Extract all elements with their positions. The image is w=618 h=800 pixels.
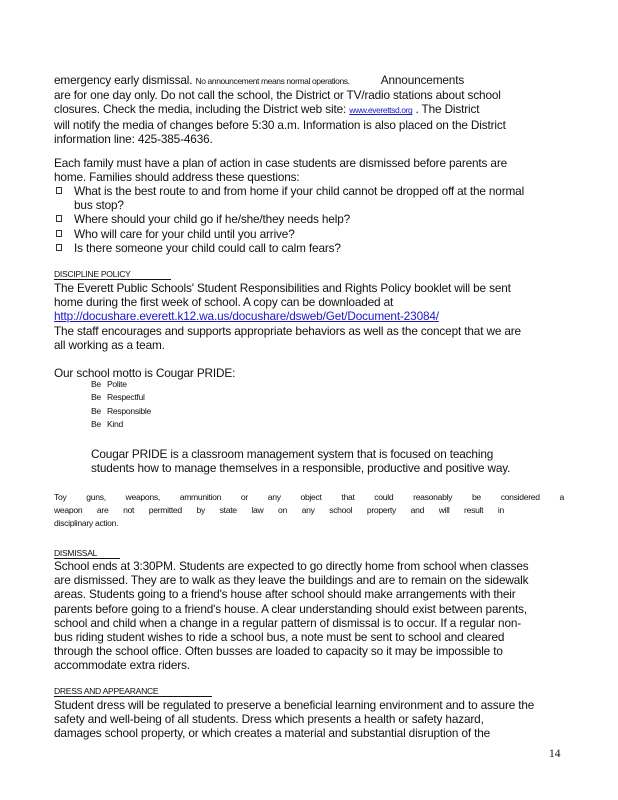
discipline-line-1: The Everett Public Schools' Student Responsibilities and Rights Policy booklet will be sent xyxy=(54,281,511,295)
pride-description-line-1: Cougar PRIDE is a classroom management system that is focused on teaching xyxy=(91,447,494,461)
dress-line: damages school property, or which creates a material and substantial disruption of the xyxy=(54,726,491,741)
page-number: 14 xyxy=(549,748,561,760)
discipline-line-4: all working as a team. xyxy=(54,337,165,352)
emergency-line-3 xyxy=(54,102,564,117)
dismissal-line: through the school office. Often busses are loaded to capacity so it may be impossible to xyxy=(54,644,503,659)
discipline-heading: DISCIPLINE POLICY xyxy=(54,269,171,280)
dismissal-line: accommodate extra riders. xyxy=(54,658,190,673)
pride-list xyxy=(91,378,151,431)
dismissal-paragraph xyxy=(54,559,564,673)
family-plan-paragraph xyxy=(54,156,564,184)
weapons-line-1: Toy guns, weapons, ammunition or any object that could reasonably be considered a xyxy=(54,492,564,502)
pride-be: Be xyxy=(91,392,101,403)
dress-heading: DRESS AND APPEARANCE xyxy=(54,686,212,697)
list-item xyxy=(54,184,544,212)
dismissal-line: school and child when a change in a regular pattern of dismissal is to occur. If a regular non- xyxy=(54,615,522,630)
dismissal-line: areas. Students going to a friend's house after school should make arrangements with their xyxy=(54,587,516,602)
emergency-line-2: are for one day only. Do not call the school, the District or TV/radio stations about school xyxy=(54,88,501,103)
dismissal-heading: DISMISSAL xyxy=(54,548,120,559)
pride-item xyxy=(91,418,151,431)
family-plan-line-2: home. Families should address these questions: xyxy=(54,170,300,185)
emergency-line-1 xyxy=(54,73,564,88)
family-plan-line-1: Each family must have a plan of action in case students are dismissed before parents are xyxy=(54,156,508,170)
question-text: Who will care for your child until you arrive? xyxy=(74,226,295,241)
emergency-line-4: will notify the media of changes before 5:30 a.m. Information is also placed on the District xyxy=(54,117,506,132)
pride-description-line-2: students how to manage themselves in a responsible, productive and positive way. xyxy=(91,461,511,476)
pride-be: Be xyxy=(91,418,101,429)
pride-word: Kind xyxy=(107,418,124,429)
list-item xyxy=(54,241,564,255)
text-span: emergency early dismissal. xyxy=(54,73,193,87)
dismissal-line: School ends at 3:30PM. Students are expected to go directly home from school when classes xyxy=(54,559,529,573)
policy-document-link[interactable]: http://docushare.everett.k12.wa.us/docushare/dsweb/Get/Document-23084/ xyxy=(54,309,439,324)
weapons-line-2: weapon are not permitted by state law on any school property and will result in xyxy=(54,505,504,516)
pride-item xyxy=(91,391,151,404)
discipline-line-2: home during the first week of school. A copy can be downloaded at xyxy=(54,295,394,310)
district-website-link[interactable]: www.everettsd.org xyxy=(349,105,413,116)
dismissal-line: are dismissed. They are to walk as they leave the buildings and are to remain on the sidewalk xyxy=(54,573,529,588)
list-item xyxy=(54,212,564,226)
question-text: What is the best route to and from home if your child cannot be dropped off at the normal bus stop? xyxy=(74,184,525,213)
questions-list xyxy=(54,184,564,255)
bullet-icon xyxy=(56,230,62,237)
pride-item xyxy=(91,405,151,418)
pride-word: Respectful xyxy=(107,392,145,403)
pride-be: Be xyxy=(91,379,101,389)
bullet-icon xyxy=(56,244,62,251)
pride-word: Responsible xyxy=(107,405,151,416)
pride-description xyxy=(91,447,561,475)
bullet-icon xyxy=(56,187,62,194)
pride-word: Polite xyxy=(107,379,127,389)
question-text: Where should your child go if he/she/they needs help? xyxy=(74,212,351,227)
pride-item xyxy=(91,378,151,391)
emergency-line-5: information line: 425-385-4636. xyxy=(54,131,213,146)
dismissal-line: bus riding student wishes to ride a school bus, a note must be sent to school and cleared xyxy=(54,630,505,645)
motto-intro: Our school motto is Cougar PRIDE: xyxy=(54,366,236,380)
discipline-paragraph xyxy=(54,281,564,352)
text-span: . The District xyxy=(415,102,480,117)
weapons-notice xyxy=(54,491,564,531)
list-item xyxy=(54,227,564,241)
pride-be: Be xyxy=(91,405,101,416)
text-span: closures. Check the media, including the District web site: xyxy=(54,102,347,117)
dismissal-line: parents before going to a friend's house. A clear understanding should exist between parents, xyxy=(54,601,527,616)
dress-line: safety and well-being of all students. Dress which presents a health or safety hazard, xyxy=(54,712,484,727)
small-text-span: No announcement means normal operations. xyxy=(195,76,350,86)
dress-paragraph xyxy=(54,698,564,741)
question-text: Is there someone your child could call to calm fears? xyxy=(74,240,341,255)
discipline-line-3: The staff encourages and supports appropriate behaviors as well as the concept that we are xyxy=(54,323,521,338)
weapons-line-3: disciplinary action. xyxy=(54,518,119,529)
dress-line: Student dress will be regulated to preserve a beneficial learning environment and to assure the xyxy=(54,698,535,712)
emergency-paragraph xyxy=(54,73,564,146)
text-span: Announcements xyxy=(380,73,465,87)
bullet-icon xyxy=(56,215,62,222)
